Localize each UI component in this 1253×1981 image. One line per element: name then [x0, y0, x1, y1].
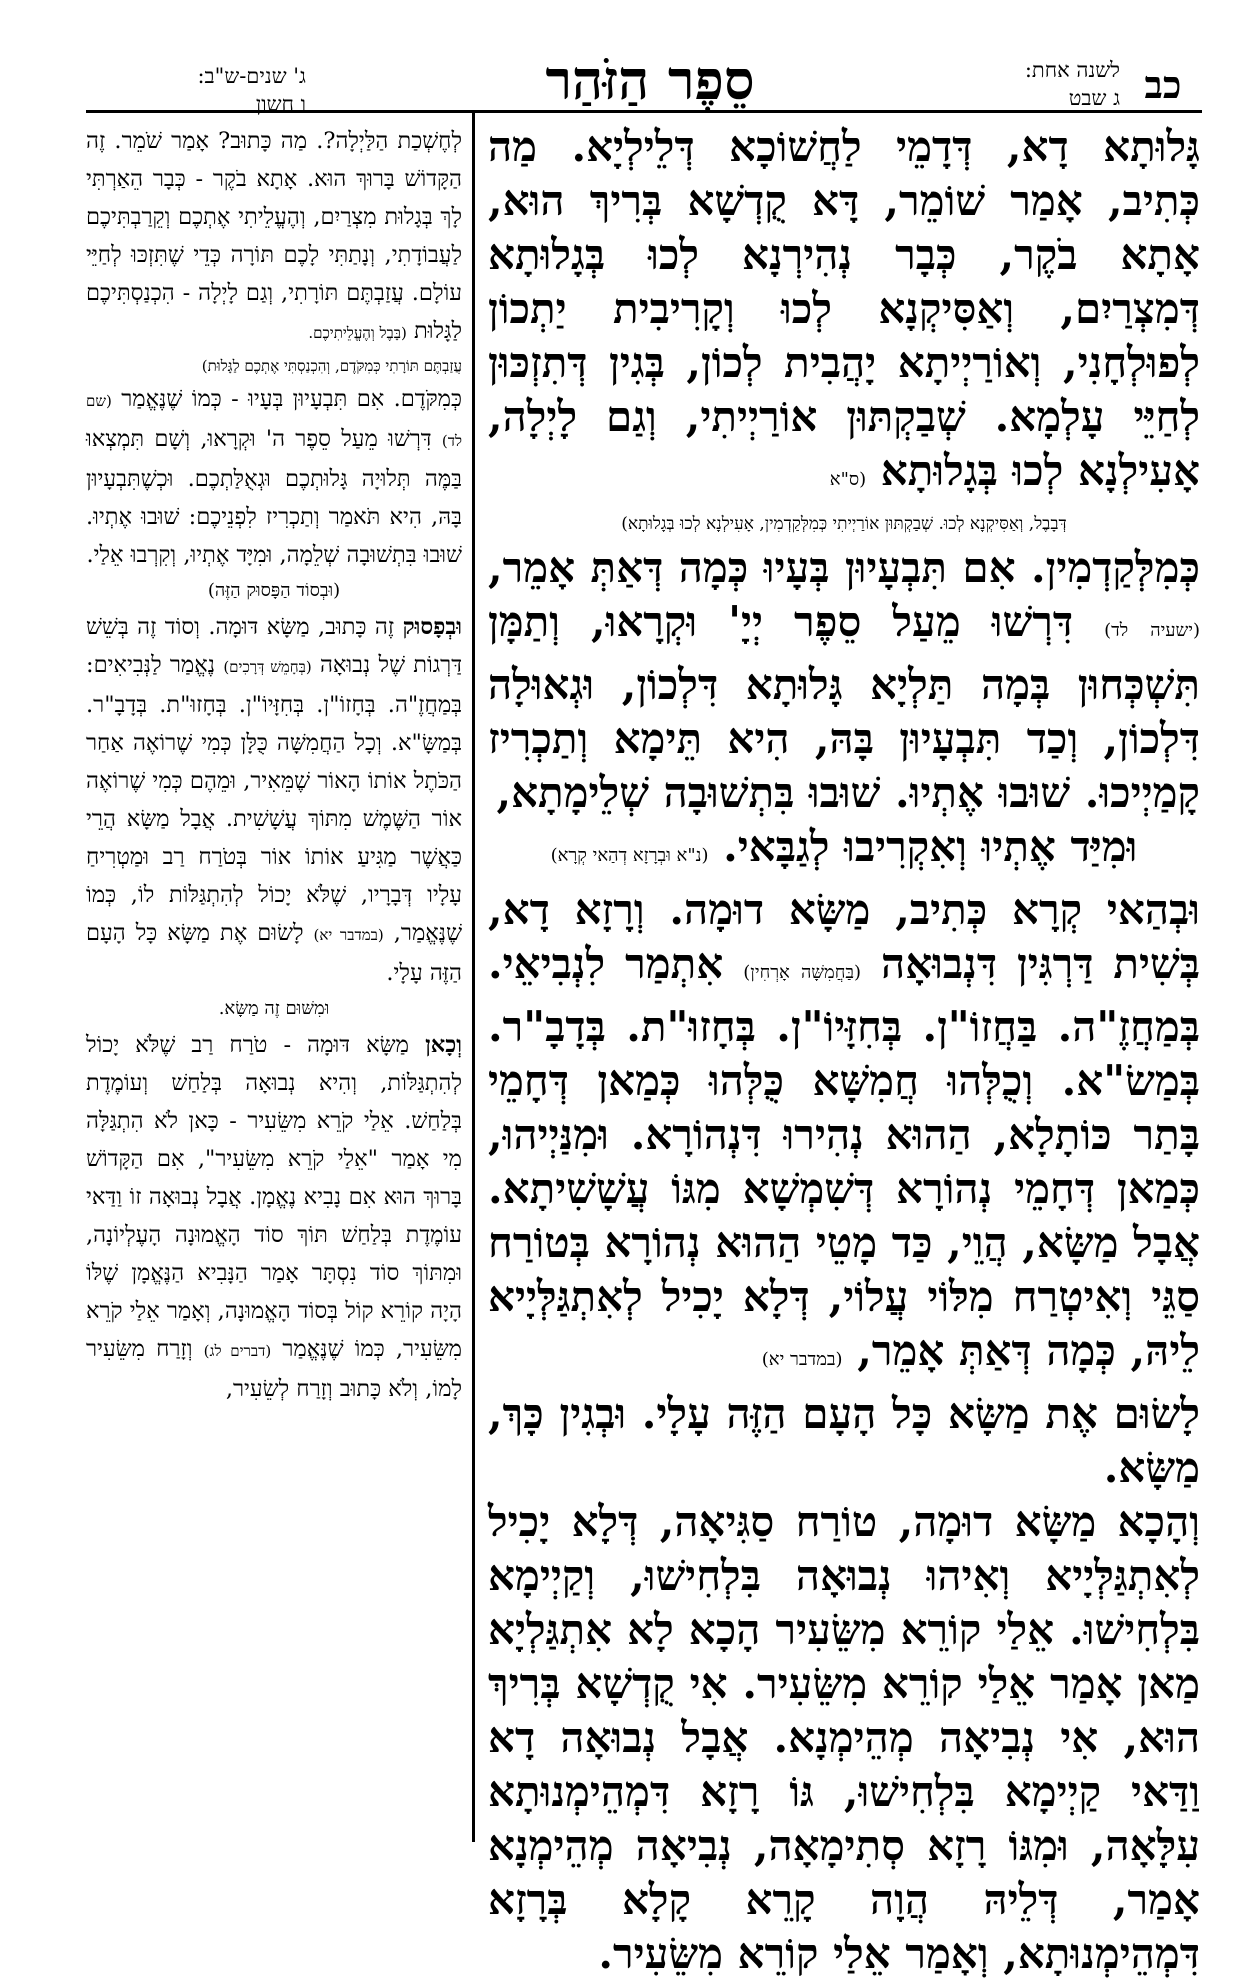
main-text-2: כְּמִלְּקַדְמִין. אִם תִּבְעָיוּן בְּעָיוּ כְּמָה דְּאַתְּ אָמֵר, [488, 543, 1200, 592]
side-ref-3b: (במדבר יא) [313, 926, 384, 944]
side-lead-3: וּבְפָסוּק [402, 614, 462, 640]
main-text-1: גָּלוּתָא דָא, דְּדָמֵי לַחֲשׁוֹכָא דְּלֵילְיָא. מַה כְּתִיב, אָמַר שׁוֹמֵר, דָּא קֻדְשָׁא בְּרִיךְ הוּא, אָתָא בֹקֶר, כְּבָר נְהִירְנָא לְכוּ בְּגָלוּתָא דְּמִצְרַיִם, וְאַסִּיקְנָא לְכוּ וְקָרִיבִית יַתְכוֹן לְפוּלְחָנִי, וְאוֹרַיְיתָא יָהֲבִית לְכוֹן, בְּגִין דְּתִזְכּוּן לְחַיֵּי עָלְמָא. שְׁבַקְתּוּן אוֹרַיְיתִי, וְגַם לָיְלָה, אָעִילְנָא לְכוּ בְּגָלוּתָא [488, 122, 1200, 495]
side-paragraph-3 [86, 608, 462, 992]
side-paragraph-1 [86, 122, 462, 352]
page-number: כב [1144, 62, 1182, 107]
side-ref-2: (שם לד) [86, 392, 463, 450]
side-text-2b: דִּרְשׁוּ מֵעַל סֵפֶר ה' וּקְרָאוּ, וְשָׁם תִּמְצְאוּ בַּמֶּה תְּלוּיָה גָּלוּתְכֶם וּגְאֻלַּתְכֶם. וּכְשֶׁתִּבְעָיוּן בָּהּ, הִיא תֹּאמַר וְתַכְרִיז לִפְנֵיכֶם: שׁוּבוּ אֶתְיוּ. שׁוּבוּ בִּתְשׁוּבָה שְׁלֵמָה, וּמִיָּד אֶתְיוּ, וְקִרְבוּ אֵלַי. [86, 426, 462, 568]
main-paragraph-5 [488, 883, 1200, 1387]
main-text-3: דִּרְשׁוּ מֵעַל סֵפֶר יְיָ' וּקְרָאוּ, וְתַמָּן תִּשְׁכְּחוּן בְּמָה תַּלְיָא גָּלוּתָא דִּלְכוֹן, וּגְאוּלָה דִּלְכוֹן, וְכַד תִּבְעָיוּן בָּהּ, הִיא תֵּימָא וְתַכְרִיז קָמַיְיכוּ. שׁוּבוּ אֶתְיוּ. שׁוּבוּ בִּתְשׁוּבָה שְׁלֵימָתָא, [488, 597, 1200, 817]
header-right-line1: לשנה אחת: [1024, 58, 1120, 82]
main-paragraph-2 [488, 541, 1200, 820]
side-text-3c: לָשׂוּם אֶת מַשָּׂא כָּל הָעָם הַזֶּה עָלָי. [86, 920, 462, 986]
header-rule [86, 110, 1202, 113]
side-text-4: מַשָּׂא דּוּמָה - טֹרַח רַב שֶׁלֹּא יָכוֹל לְהִתְגַּלּוֹת, וְהִיא נְבוּאָה בְּלַחַשׁ וְעוֹמֶדֶת בְּלַחַשׁ. אֵלַי קֹרֵא מִשֵּׂעִיר - כָּאן לֹא הִתְגַּלָּה מִי אָמַר "אֵלַי קֹרֵא מִשֵּׂעִיר", אִם הַקָּדוֹשׁ בָּרוּךְ הוּא אִם נָבִיא נֶאֱמָן. אֲבָל נְבוּאָה זוֹ וַדַּאי עוֹמֶדֶת בְּלַחַשׁ תּוֹךְ סוֹד הָאֱמוּנָה הָעֶלְיוֹנָה, וּמִתּוֹךְ סוֹד נִסְתָּר אָמַר הַנָּבִיא הַנֶּאֱמָן שֶׁלּוֹ הָיָה קוֹרֵא קוֹל בְּסוֹד הָאֱמוּנָה, וְאָמַר אֵלַי קֹרֵא מִשֵּׂעִיר, כְּמוֹ שֶׁנֶּאֱמַר [86, 1032, 462, 1362]
side-center-note-2: וּמִשּׁוּם זֶה מַשָּׂא. [218, 998, 330, 1019]
side-paragraph-2 [86, 380, 462, 574]
book-title: סֵפֶר הַזֹּהַר [545, 48, 755, 112]
main-paragraph-7: וְהָכָא מַשָּׂא דוּמָה, טוֹרַח סַגִּיאָה, דְּלָא יָכִיל לְאִתְגַּלְּיָיא וְאִיהוּ נְבוּאָה בִּלְחִישׁוּ, וְקַיְימָא בִּלְחִישׁוּ. אֵלַי קוֹרֵא מִשֵּׂעִיר הָכָא לָא אִתְגַּלְיָא מַאן אָמַר אֵלַי קוֹרֵא מִשֵּׂעִיר. אִי קֻדְשָׁא בְּרִיךְ הוּא, אִי נְבִיאָה מְהֵימְנָא. אֲבָל נְבוּאָה דָא וַדַּאי קַיְימָא בִּלְחִישׁוּ, גּוֹ רָזָא דִּמְהֵימְנוּתָא עִלָּאָה, וּמִגּוֹ רָזָא סְתִימָאָה, נְבִיאָה מְהֵימְנָא אָמַר, דְּלֵיהּ הֲוָה קָרֵא קָלָא בְּרָזָא דִּמְהֵימְנוּתָא, וְאָמַר אֵלַי קוֹרֵא מִשֵּׂעִיר. [488, 1497, 1200, 1978]
column-divider [472, 112, 475, 1842]
side-column [86, 122, 462, 1408]
side-text-1: לְחֶשְׁכַת הַלַּיְלָה?. מַה כָּתוּב? אָמַר שֹׁמֵר. זֶה הַקָּדוֹשׁ בָּרוּךְ הוּא. אָתָא בֹקֶר - כְּבָר הֵאַרְתִּי לָךְ בְּגָלוּת מִצְרַיִם, וְהֶעֱלֵיתִי אֶתְכֶם וְקֵרַבְתִּיכֶם לַעֲבוֹדָתִי, וְנָתַתִּי לָכֶם תּוֹרָה כְּדֵי שֶׁתִּזְכּוּ לְחַיֵּי עוֹלָם. עֲזַבְתֶּם תּוֹרָתִי, וְגַם לָיְלָה - הִכְנַסְתִּיכֶם לַגָּלוּת [86, 128, 462, 344]
side-paragraph-4 [86, 1026, 462, 1408]
side-text-2: כְּמִקֹּדֶם. אִם תִּבְעָיוּן בְּעָיוּ - כְּמוֹ שֶׁנֶּאֱמַר [121, 386, 462, 412]
main-note-1: דְּבָבֶל, וְאַסִּיקְנָא לְכוּ. שְׁבַקְתּוּן אוֹרַיְיתִי כְּמִלְּקַדְמִין, אָעִילְנָא לְכוּ בְּגָלוּתָא) [621, 514, 1067, 534]
main-ref-5: (בַּחֲמִשָּׁה אָרְחִין) [743, 962, 862, 983]
side-ref-4: (דברים לג) [203, 1342, 272, 1360]
main-paragraph-1 [488, 120, 1200, 507]
main-paragraph-6: לָשׂוּם אֶת מַשָּׂא כָּל הָעָם הַזֶּה עָלָי. וּבְגִין כָּךְ, מַשָּׂא. [488, 1389, 1200, 1492]
main-text-4: וּמִיַּד אֶתְיוּ וְאִקְרִיבוּ לְגַבָּאי. [723, 822, 1138, 871]
main-text-5b: אִתְמַר לִנְבִיאֵי. בְּמַחֲזֶ"ה. בַּחֲזוֹ"ן. בְּחִזָּיוֹ"ן. בְּחָזוּ"ת. בְּדָבָ"ר. בְּמַשׂ"א. וְכֻלְּהוּ חֲמִשָּׁא כֻּלְּהוּ כְּמַאן דְּחָמֵי בָּתַר כּוֹתָלָא, הַהוּא נְהִירוּ דִּנְהוֹרָא. וּמִנַּיְיהוּ, כְּמַאן דְּחָמֵי נְהוֹרָא דְּשִׁמְשָׁא מִגּוֹ עֲשָׁשִׁיתָא. אֲבָל מַשָּׂא, הֲוֵי, כַּד מָטֵי הַהוּא נְהוֹרָא בְּטוֹרַח סַגֵּי וְאִיטְרַח מִלּוֹי עֲלוֹי, דְּלָא יָכִיל לְאִתְגַּלְּיָיא לֵיהּ, כְּמָה דְּאַתְּ אָמֵר, [487, 939, 1200, 1375]
header-left-line1: ג' שנים-ש"ב: [197, 64, 306, 88]
header-left-line2: ו חשון [255, 92, 306, 116]
side-ref-1: (בָּבֶל וְהֶעֱלֵיתִיכֶם. [308, 324, 407, 342]
main-ref-5b: (במדבר יא) [761, 1349, 843, 1370]
side-text-4b: וְזָרַח מִשֵּׂעִיר לָמוֹ, וְלֹא כָּתוּב וְזָרַח לְשֵׂעִיר, [86, 1336, 462, 1402]
main-ref-2: (ישעיה לד) [1104, 620, 1201, 641]
side-text-3b: נֶאֱמַר לַנְּבִיאִים: בְּמַחֲזֶ"ה. בְּחָזוֹ"ן. בְּחִזָּיוֹ"ן. בְּחָזוּ"ת. בְּדָבָ"ר. בְּמַשָּׂ"א. וְכָל הַחֲמִשָּׁה כֻּלָּן כְּמִי שֶׁרוֹאֶה אַחַר הַכֹּתֶל אוֹתוֹ הָאוֹר שֶׁמֵּאִיר, וּמֵהֶם כְּמִי שֶׁרוֹאֶה אוֹר הַשֶּׁמֶשׁ מִתּוֹךְ עֲשָׁשִׁית. אֲבָל מַשָּׂא הֲרֵי כַּאֲשֶׁר מַגִּיעַ אוֹתוֹ אוֹר בְּטֹרַח רַב וּמַטְרִיחַ עָלָיו דְּבָרָיו, שֶׁלֹּא יָכוֹל לְהִתְגַּלּוֹת לוֹ, כְּמוֹ שֶׁנֶּאֱמַר, [86, 652, 463, 946]
side-note-1: עֲזַבְתֶּם תּוֹרָתִי כְּמִקֹּדֶם, וְהִכְנַסְתִּי אֶתְכֶם לַגָּלוּת) [201, 357, 462, 375]
main-column [488, 120, 1200, 1981]
main-ref-4: (נ"א וּבְרָזָא דְהַאי קְרָא) [550, 845, 709, 866]
side-ref-3: (בְּחָמֵשׁ דְּרָכִים) [223, 658, 312, 676]
side-lead-4: וְכָאן [425, 1032, 462, 1058]
side-center-note-1: (וּבְסוֹד הַפָּסוּק הַזֶּה) [207, 580, 341, 601]
side-text-3: זֶה כָּתוּב, מַשָּׂא דּוּמָה. וְסוֹד זֶה בְּשֵׁשׁ דַּרְגוֹת שֶׁל נְבוּאָה [86, 614, 463, 678]
main-text-5: וּבְהַאי קְרָא כְּתִיב, מַשָּׂא דוּמָה. וְרָזָא דָא, בְּשִׁית דַּרְגִּין דִּנְבוּאָה [488, 885, 1200, 988]
main-ref-1: (ס"א [829, 469, 867, 490]
main-paragraph-4 [488, 820, 1200, 883]
header-right-line2: ג שבט [1068, 86, 1120, 110]
header-right [990, 56, 1120, 112]
